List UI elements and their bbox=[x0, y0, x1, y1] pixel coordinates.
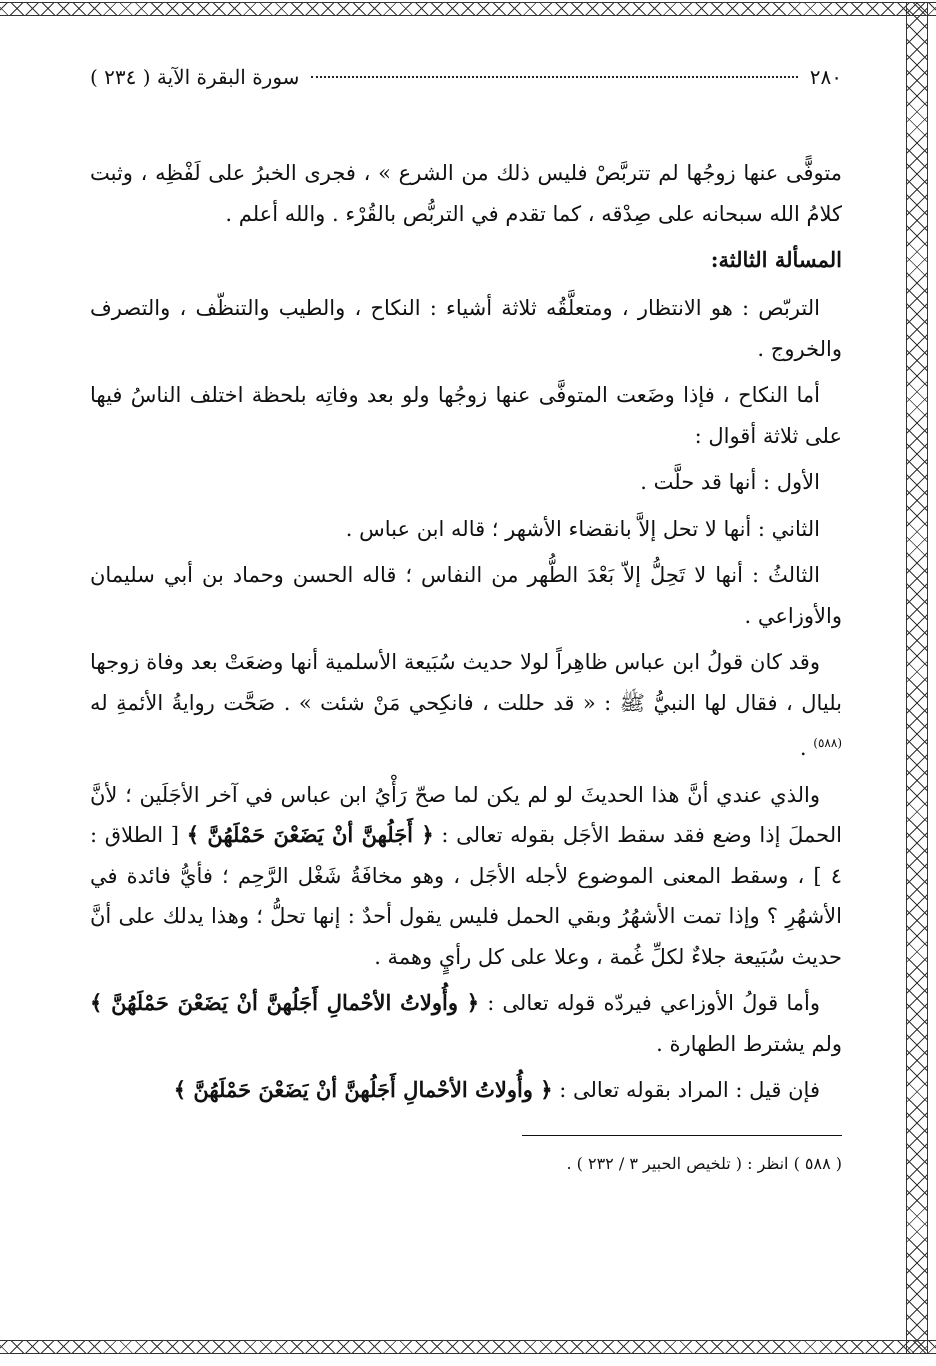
page-body bbox=[90, 153, 842, 1111]
page-number: ٢٨٠ bbox=[809, 65, 842, 89]
footnote-text: انظر : ( تلخيص الحبير ٣ / ٢٣٢ ) . bbox=[566, 1153, 789, 1173]
footnote-reference: (٥٨٨) bbox=[813, 736, 842, 750]
paragraph-text: وقد كان قولُ ابن عباس ظاهِراً لولا حديث سُبَيعة الأسلمية أنها وضعَتْ بعد وفاة زوجها بليال ، فقال لها النبيُّ ﷺ : « قد حللت ، فانكِحي مَنْ شئت » . صَحَّت روايةُ الأئمةِ له bbox=[90, 650, 842, 715]
running-title: سورة البقرة الآية ( ٢٣٤ ) bbox=[90, 65, 300, 89]
header-dotted-leader bbox=[311, 76, 797, 78]
opinion-item: الأول : أنها قد حلَّت . bbox=[640, 470, 820, 494]
ornamental-border-bottom bbox=[0, 1340, 936, 1354]
paragraph: متوفًّى عنها زوجُها لم تتربَّصْ فليس ذلك من الشرع » ، فجرى الخبرُ على لَفْظِه ، وثبت كلامُ الله سبحانه على صِدْقه ، كما تقدم في التربُّص بالقُرْء . والله أعلم . bbox=[90, 161, 842, 226]
paragraph-text: فإن قيل : المراد بقوله تعالى : bbox=[559, 1078, 820, 1102]
section-heading: المسألة الثالثة: bbox=[710, 247, 842, 272]
paragraph bbox=[90, 642, 842, 769]
ornamental-border-top bbox=[0, 2, 936, 16]
paragraph: التربّص : هو الانتظار ، ومتعلَّقُه ثلاثة أشياء : النكاح ، والطيب والتنظّف ، والتصرف والخروج . bbox=[90, 296, 842, 361]
footnote-number: ( ٥٨٨ ) bbox=[793, 1153, 842, 1173]
quran-quote: ﴿ وأُولاتُ الأحْمالِ أَجَلُهنَّ أنْ يَضَعْنَ حَمْلَهُنَّ ﴾ bbox=[173, 1077, 553, 1102]
quran-quote: ﴿ أَجَلُهنَّ أنْ يَضَعْنَ حَمْلَهُنَّ ﴾ bbox=[186, 822, 434, 847]
paragraph bbox=[90, 1070, 842, 1111]
paragraph-text: [ الطلاق : ٤ ] ، وسقط المعنى الموضوع لأجله الأجَل ، وهو مخافَةُ شَغْل الرَّحِم ؛ فأيُّ فائدة في الأشهُرِ ؟ وإذا تمت الأشهُرُ وبقي الحمل فليس يقول أحدٌ : إنها تحلُّ ؛ وهذا يدلك على أنَّ حديث سُبَيعة جلاءٌ لكلِّ غُمة ، وعلا على كل رأيٍ وهمة . bbox=[90, 823, 842, 969]
paragraph bbox=[90, 983, 842, 1064]
opinion-item: الثالثُ : أنها لا تَحِلُّ إلاّ بَعْدَ الطُّهر من النفاس ؛ قاله الحسن وحماد بن أبي سليمان والأوزاعي . bbox=[90, 563, 842, 628]
paragraph-text: . bbox=[799, 736, 807, 760]
paragraph-text: وأما قولُ الأوزاعي فيردّه قوله تعالى : bbox=[487, 991, 820, 1015]
ornamental-border-right bbox=[906, 2, 928, 1354]
opinion-item: الثاني : أنها لا تحل إلاَّ بانقضاء الأشهر ؛ قاله ابن عباس . bbox=[345, 516, 820, 541]
page-header bbox=[90, 65, 842, 105]
paragraph-text: ولم يشترط الطهارة . bbox=[656, 1031, 842, 1056]
book-page bbox=[90, 60, 842, 1178]
paragraph bbox=[90, 775, 842, 978]
quran-quote: ﴿ وأُولاتُ الأحْمالِ أَجَلُهنَّ أنْ يَضَعْنَ حَمْلَهُنَّ ﴾ bbox=[90, 990, 480, 1015]
paragraph: أما النكاح ، فإذا وضَعت المتوفَّى عنها زوجُها ولو بعد وفاتِه بلحظة اختلف الناسُ فيها على ثلاثة أقوال : bbox=[90, 383, 842, 448]
footnote-separator bbox=[522, 1135, 842, 1136]
footnote bbox=[90, 1150, 842, 1178]
paragraph-text: والذي عندي أنَّ هذا الحديثَ لو لم يكن لما صحّ رَأْيُ ابن عباس في آخر الأجَلَين ؛ لأنَّ الحملَ إذا وضع فقد سقط الأجَل بقوله تعالى : bbox=[90, 782, 842, 847]
